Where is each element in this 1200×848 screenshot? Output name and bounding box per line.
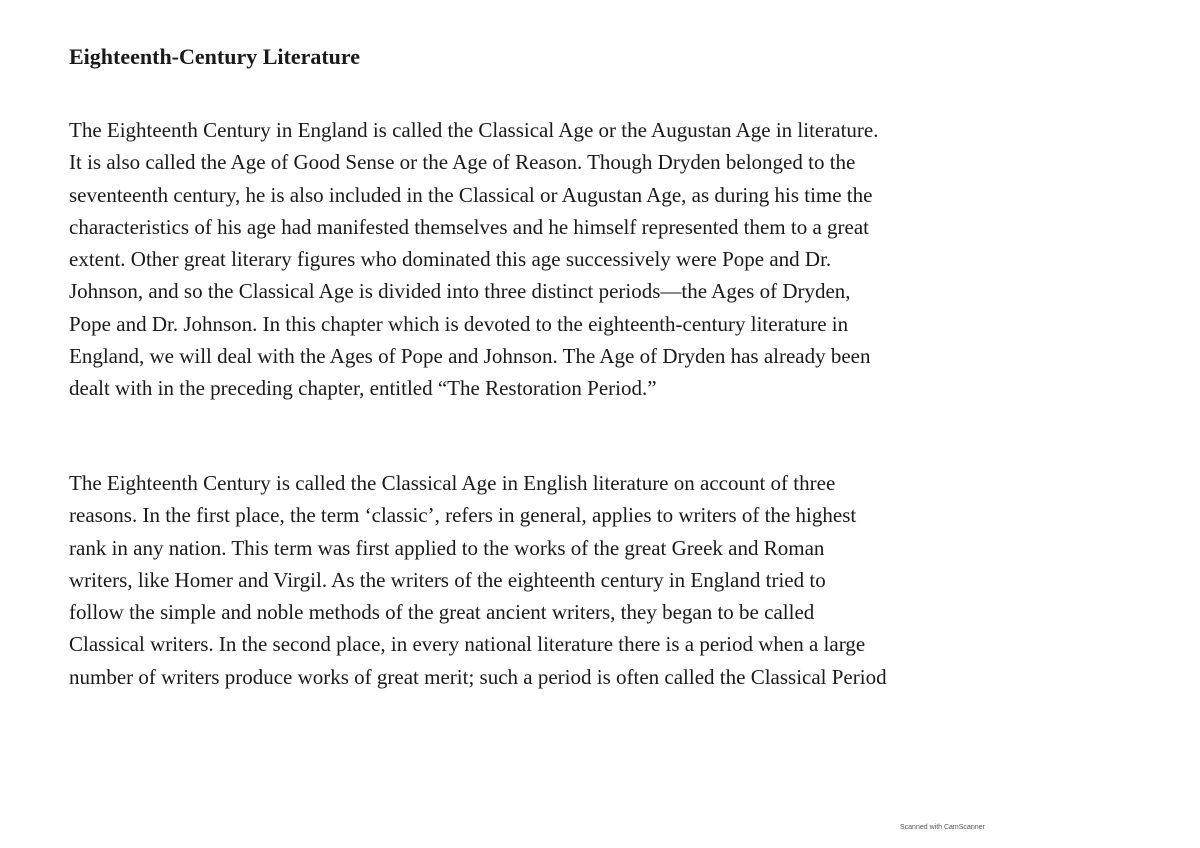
text-line: Johnson, and so the Classical Age is divided into three distinct periods—the Ages of Dryden,	[69, 279, 851, 304]
page-title: Eighteenth-Century Literature	[69, 44, 361, 69]
text-line: writers, like Homer and Virgil. As the writers of the eighteenth century in England tried to	[69, 567, 826, 592]
paragraph-2	[69, 467, 887, 693]
text-line: characteristics of his age had manifested themselves and he himself represented them to a great	[69, 214, 870, 239]
text-line: seventeenth century, he is also included in the Classical or Augustan Age, as during his time the	[69, 182, 873, 207]
text-line: reasons. In the first place, the term ‘classic’, refers in general, applies to writers of the highest	[69, 503, 857, 528]
text-line: The Eighteenth Century is called the Classical Age in English literature on account of three	[69, 471, 836, 495]
text-line: extent. Other great literary figures who dominated this age successively were Pope and Dr.	[69, 247, 832, 272]
text-line: Pope and Dr. Johnson. In this chapter which is devoted to the eighteenth-century literature in	[69, 311, 849, 336]
paragraph-1	[69, 114, 878, 405]
scanner-watermark: Scanned with CamScanner	[900, 824, 985, 831]
text-line: The Eighteenth Century in England is called the Classical Age or the Augustan Age in literature.	[69, 118, 879, 142]
text-line: follow the simple and noble methods of the great ancient writers, they began to be called	[69, 600, 815, 625]
text-line: rank in any nation. This term was first applied to the works of the great Greek and Roman	[69, 535, 825, 560]
text-line: Classical writers. In the second place, in every national literature there is a period when a large	[69, 632, 866, 657]
document-page	[69, 0, 1129, 848]
text-line: England, we will deal with the Ages of Pope and Johnson. The Age of Dryden has already been	[69, 344, 871, 369]
text-line: It is also called the Age of Good Sense or the Age of Reason. Though Dryden belonged to the	[69, 150, 856, 175]
text-line: dealt with in the preceding chapter, entitled “The Restoration Period.”	[69, 376, 657, 401]
text-line: number of writers produce works of great merit; such a period is often called the Classical Period	[69, 664, 887, 689]
